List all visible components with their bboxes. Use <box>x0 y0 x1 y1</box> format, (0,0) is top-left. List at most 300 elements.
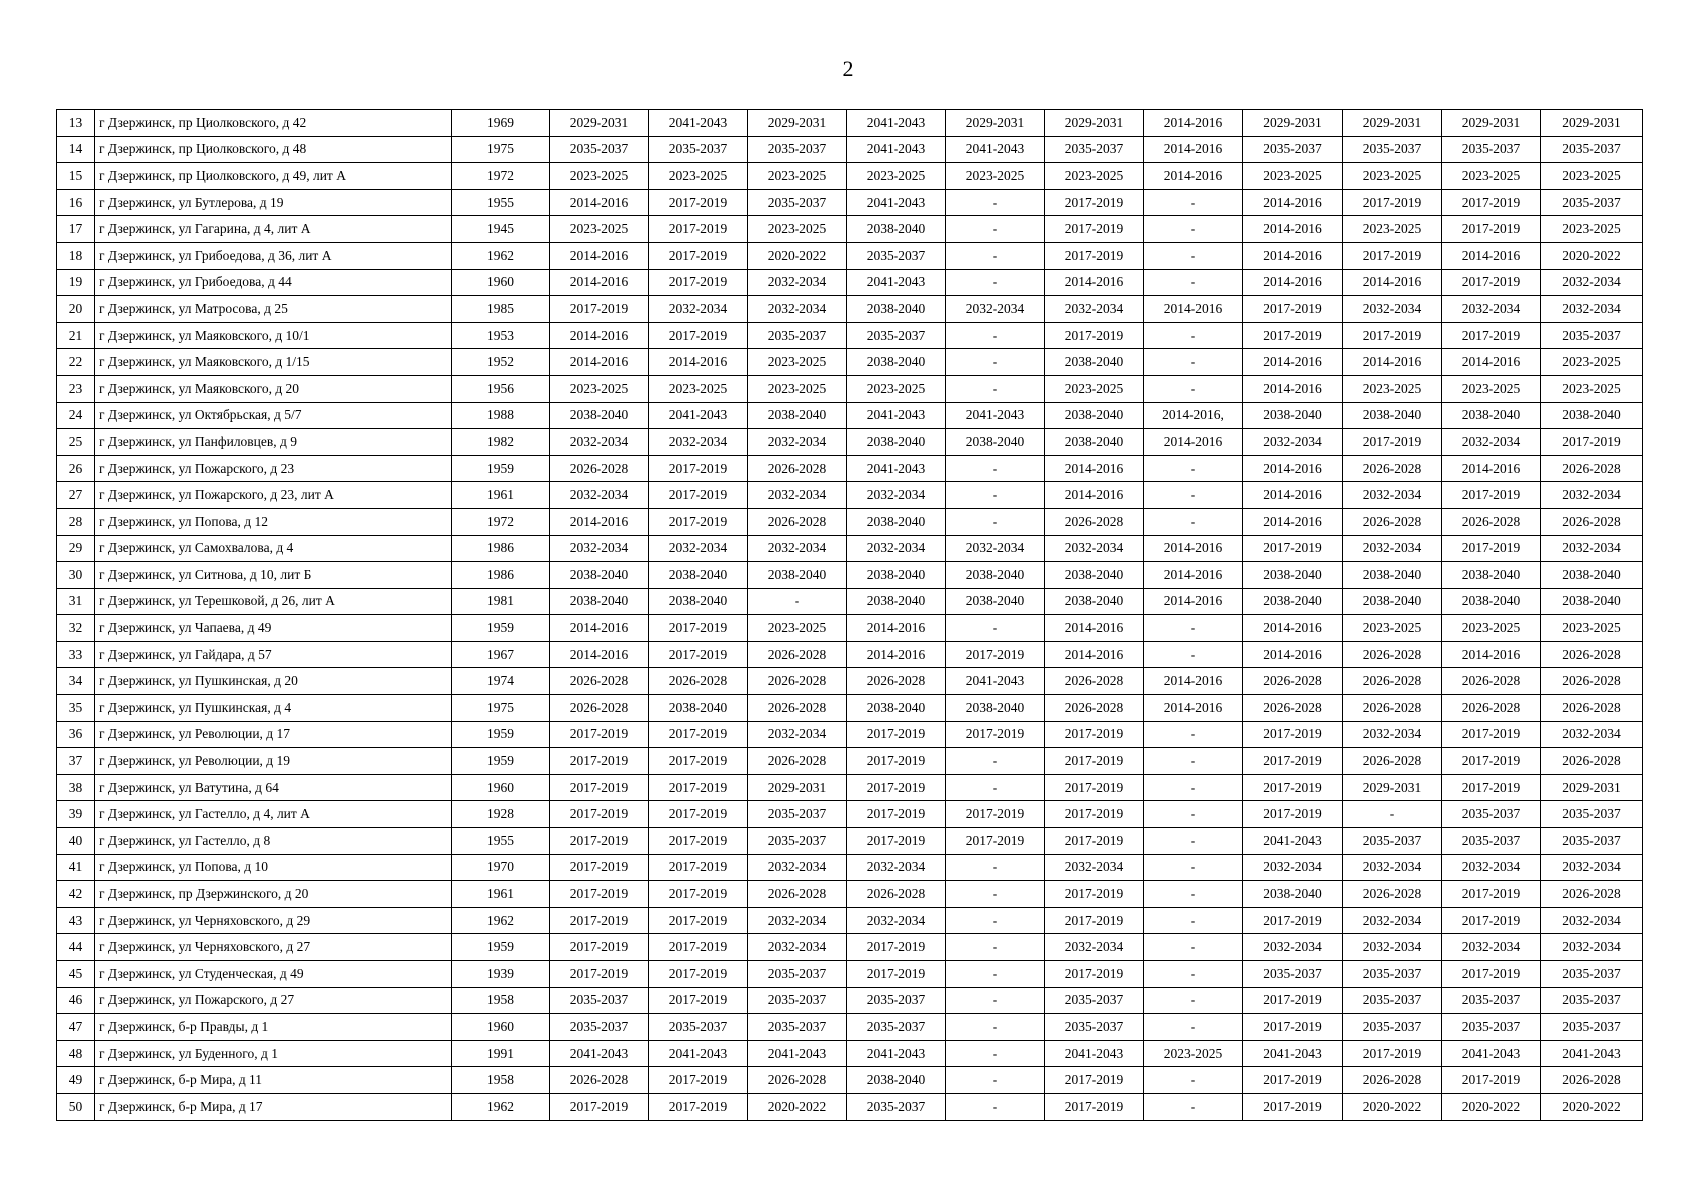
period-cell: 2014-2016, <box>1144 402 1243 429</box>
period-cell: - <box>946 961 1045 988</box>
period-cell: 2035-2037 <box>1442 801 1541 828</box>
period-cell: - <box>946 455 1045 482</box>
year-built-cell: 1945 <box>452 216 550 243</box>
period-cell: 2038-2040 <box>847 429 946 456</box>
table-row <box>57 189 1643 216</box>
period-cell: 2017-2019 <box>847 801 946 828</box>
row-number-cell: 47 <box>57 1014 95 1041</box>
period-cell: 2041-2043 <box>847 136 946 163</box>
period-cell: 2041-2043 <box>1243 1040 1343 1067</box>
period-cell: 2029-2031 <box>1045 110 1144 137</box>
year-built-cell: 1962 <box>452 242 550 269</box>
period-cell: 2017-2019 <box>1243 1067 1343 1094</box>
period-cell: 2017-2019 <box>1343 189 1442 216</box>
address-cell: г Дзержинск, ул Маяковского, д 1/15 <box>95 349 452 376</box>
period-cell: 2035-2037 <box>1243 961 1343 988</box>
period-cell: 2017-2019 <box>946 721 1045 748</box>
period-cell: - <box>946 748 1045 775</box>
period-cell: 2035-2037 <box>1541 322 1643 349</box>
period-cell: 2038-2040 <box>1442 402 1541 429</box>
period-cell: 2038-2040 <box>649 562 748 589</box>
table-body <box>57 110 1643 1121</box>
period-cell: 2041-2043 <box>1442 1040 1541 1067</box>
period-cell: 2017-2019 <box>1442 721 1541 748</box>
address-cell: г Дзержинск, ул Попова, д 10 <box>95 854 452 881</box>
period-cell: 2017-2019 <box>1442 774 1541 801</box>
period-cell: 2035-2037 <box>550 987 649 1014</box>
period-cell: - <box>946 881 1045 908</box>
period-cell: 2038-2040 <box>649 695 748 722</box>
address-cell: г Дзержинск, ул Черняховского, д 29 <box>95 907 452 934</box>
table-row <box>57 482 1643 509</box>
period-cell: 2032-2034 <box>1442 429 1541 456</box>
row-number-cell: 14 <box>57 136 95 163</box>
year-built-cell: 1982 <box>452 429 550 456</box>
period-cell: 2041-2043 <box>649 110 748 137</box>
period-cell: 2041-2043 <box>847 455 946 482</box>
period-cell: 2014-2016 <box>1243 482 1343 509</box>
period-cell: 2038-2040 <box>1541 562 1643 589</box>
period-cell: - <box>946 854 1045 881</box>
period-cell: 2035-2037 <box>847 242 946 269</box>
period-cell: 2023-2025 <box>1442 375 1541 402</box>
period-cell: 2017-2019 <box>1243 721 1343 748</box>
period-cell: 2026-2028 <box>748 508 847 535</box>
period-cell: 2038-2040 <box>550 402 649 429</box>
period-cell: 2023-2025 <box>748 375 847 402</box>
period-cell: 2035-2037 <box>550 1014 649 1041</box>
period-cell: 2038-2040 <box>1243 881 1343 908</box>
period-cell: 2017-2019 <box>847 721 946 748</box>
period-cell: 2032-2034 <box>748 854 847 881</box>
table-row <box>57 375 1643 402</box>
period-cell: 2014-2016 <box>1045 269 1144 296</box>
period-cell: 2029-2031 <box>1343 774 1442 801</box>
address-cell: г Дзержинск, ул Ситнова, д 10, лит Б <box>95 562 452 589</box>
address-cell: г Дзержинск, ул Революции, д 19 <box>95 748 452 775</box>
address-cell: г Дзержинск, ул Пожарского, д 23, лит А <box>95 482 452 509</box>
period-cell: - <box>1343 801 1442 828</box>
period-cell: 2038-2040 <box>550 588 649 615</box>
year-built-cell: 1960 <box>452 1014 550 1041</box>
period-cell: 2017-2019 <box>1045 322 1144 349</box>
period-cell: 2026-2028 <box>1343 881 1442 908</box>
table-row <box>57 429 1643 456</box>
period-cell: 2035-2037 <box>847 987 946 1014</box>
period-cell: 2017-2019 <box>1442 1067 1541 1094</box>
period-cell: 2017-2019 <box>946 828 1045 855</box>
period-cell: 2026-2028 <box>1243 668 1343 695</box>
period-cell: - <box>1144 1067 1243 1094</box>
period-cell: 2017-2019 <box>946 641 1045 668</box>
period-cell: 2023-2025 <box>649 375 748 402</box>
year-built-cell: 1956 <box>452 375 550 402</box>
period-cell: 2026-2028 <box>550 695 649 722</box>
table-row <box>57 322 1643 349</box>
period-cell: 2035-2037 <box>1343 961 1442 988</box>
period-cell: 2038-2040 <box>847 588 946 615</box>
period-cell: 2041-2043 <box>1541 1040 1643 1067</box>
period-cell: 2032-2034 <box>748 907 847 934</box>
period-cell: 2023-2025 <box>847 375 946 402</box>
period-cell: 2023-2025 <box>748 349 847 376</box>
period-cell: 2032-2034 <box>649 535 748 562</box>
period-cell: 2014-2016 <box>1243 269 1343 296</box>
period-cell: 2014-2016 <box>1442 242 1541 269</box>
year-built-cell: 1986 <box>452 562 550 589</box>
year-built-cell: 1959 <box>452 748 550 775</box>
period-cell: 2017-2019 <box>649 242 748 269</box>
row-number-cell: 28 <box>57 508 95 535</box>
period-cell: 2014-2016 <box>847 641 946 668</box>
period-cell: - <box>946 322 1045 349</box>
period-cell: 2035-2037 <box>748 828 847 855</box>
period-cell: - <box>748 588 847 615</box>
period-cell: 2023-2025 <box>1045 375 1144 402</box>
row-number-cell: 35 <box>57 695 95 722</box>
period-cell: 2017-2019 <box>1243 907 1343 934</box>
period-cell: 2041-2043 <box>946 402 1045 429</box>
period-cell: 2014-2016 <box>1144 110 1243 137</box>
period-cell: 2032-2034 <box>1243 854 1343 881</box>
period-cell: 2017-2019 <box>1442 269 1541 296</box>
row-number-cell: 48 <box>57 1040 95 1067</box>
period-cell: 2032-2034 <box>1045 535 1144 562</box>
period-cell: 2035-2037 <box>1442 1014 1541 1041</box>
table-row <box>57 828 1643 855</box>
period-cell: 2026-2028 <box>1541 881 1643 908</box>
period-cell: 2023-2025 <box>1343 615 1442 642</box>
period-cell: 2035-2037 <box>748 322 847 349</box>
table-row <box>57 242 1643 269</box>
period-cell: 2029-2031 <box>748 774 847 801</box>
period-cell: 2014-2016 <box>550 349 649 376</box>
period-cell: 2032-2034 <box>748 296 847 323</box>
period-cell: 2017-2019 <box>550 748 649 775</box>
table-row <box>57 854 1643 881</box>
period-cell: 2017-2019 <box>550 934 649 961</box>
period-cell: 2017-2019 <box>649 216 748 243</box>
period-cell: 2023-2025 <box>1541 163 1643 190</box>
period-cell: 2014-2016 <box>1144 562 1243 589</box>
address-cell: г Дзержинск, ул Грибоедова, д 44 <box>95 269 452 296</box>
period-cell: 2026-2028 <box>1442 695 1541 722</box>
table-row <box>57 508 1643 535</box>
period-cell: - <box>1144 641 1243 668</box>
period-cell: 2017-2019 <box>1541 429 1643 456</box>
period-cell: 2017-2019 <box>550 801 649 828</box>
period-cell: 2032-2034 <box>748 429 847 456</box>
period-cell: 2035-2037 <box>1343 136 1442 163</box>
address-cell: г Дзержинск, ул Студенческая, д 49 <box>95 961 452 988</box>
period-cell: 2017-2019 <box>1243 748 1343 775</box>
period-cell: 2017-2019 <box>649 1067 748 1094</box>
period-cell: 2017-2019 <box>649 189 748 216</box>
period-cell: 2026-2028 <box>649 668 748 695</box>
period-cell: 2017-2019 <box>649 269 748 296</box>
period-cell: 2026-2028 <box>1343 695 1442 722</box>
period-cell: 2035-2037 <box>1442 828 1541 855</box>
year-built-cell: 1955 <box>452 828 550 855</box>
period-cell: 2026-2028 <box>1442 668 1541 695</box>
period-cell: 2038-2040 <box>946 562 1045 589</box>
table-row <box>57 1014 1643 1041</box>
period-cell: 2017-2019 <box>1442 482 1541 509</box>
row-number-cell: 13 <box>57 110 95 137</box>
period-cell: 2017-2019 <box>1343 429 1442 456</box>
table-row <box>57 402 1643 429</box>
period-cell: 2035-2037 <box>1541 987 1643 1014</box>
period-cell: 2017-2019 <box>1442 961 1541 988</box>
period-cell: 2023-2025 <box>1442 615 1541 642</box>
period-cell: 2035-2037 <box>1541 1014 1643 1041</box>
period-cell: 2041-2043 <box>748 1040 847 1067</box>
period-cell: 2026-2028 <box>748 748 847 775</box>
period-cell: - <box>1144 881 1243 908</box>
period-cell: - <box>946 987 1045 1014</box>
period-cell: 2014-2016 <box>1243 216 1343 243</box>
period-cell: 2032-2034 <box>1541 721 1643 748</box>
row-number-cell: 19 <box>57 269 95 296</box>
period-cell: 2038-2040 <box>1045 349 1144 376</box>
table-row <box>57 907 1643 934</box>
period-cell: 2014-2016 <box>1144 535 1243 562</box>
period-cell: 2035-2037 <box>748 1014 847 1041</box>
period-cell: 2032-2034 <box>1541 269 1643 296</box>
period-cell: 2023-2025 <box>1343 163 1442 190</box>
period-cell: 2014-2016 <box>550 641 649 668</box>
row-number-cell: 17 <box>57 216 95 243</box>
period-cell: 2023-2025 <box>748 615 847 642</box>
table-row <box>57 163 1643 190</box>
period-cell: - <box>946 1014 1045 1041</box>
period-cell: 2014-2016 <box>1045 641 1144 668</box>
period-cell: 2020-2022 <box>1442 1093 1541 1120</box>
period-cell: 2017-2019 <box>946 801 1045 828</box>
period-cell: 2038-2040 <box>1541 588 1643 615</box>
period-cell: 2026-2028 <box>1541 668 1643 695</box>
period-cell: 2026-2028 <box>1343 1067 1442 1094</box>
period-cell: 2014-2016 <box>1243 508 1343 535</box>
row-number-cell: 30 <box>57 562 95 589</box>
table-row <box>57 110 1643 137</box>
period-cell: 2038-2040 <box>847 349 946 376</box>
period-cell: 2017-2019 <box>1045 907 1144 934</box>
period-cell: 2032-2034 <box>946 535 1045 562</box>
period-cell: - <box>1144 961 1243 988</box>
period-cell: 2041-2043 <box>1243 828 1343 855</box>
period-cell: 2026-2028 <box>1541 748 1643 775</box>
row-number-cell: 50 <box>57 1093 95 1120</box>
period-cell: 2014-2016 <box>1144 163 1243 190</box>
address-cell: г Дзержинск, ул Матросова, д 25 <box>95 296 452 323</box>
period-cell: 2017-2019 <box>1243 801 1343 828</box>
period-cell: 2017-2019 <box>550 721 649 748</box>
row-number-cell: 22 <box>57 349 95 376</box>
period-cell: 2014-2016 <box>1144 296 1243 323</box>
row-number-cell: 20 <box>57 296 95 323</box>
table-row <box>57 136 1643 163</box>
period-cell: 2035-2037 <box>1343 987 1442 1014</box>
period-cell: 2038-2040 <box>1343 588 1442 615</box>
year-built-cell: 1969 <box>452 110 550 137</box>
period-cell: 2017-2019 <box>550 854 649 881</box>
row-number-cell: 26 <box>57 455 95 482</box>
period-cell: 2017-2019 <box>649 508 748 535</box>
period-cell: 2017-2019 <box>649 907 748 934</box>
period-cell: - <box>1144 1014 1243 1041</box>
period-cell: - <box>1144 189 1243 216</box>
table-row <box>57 269 1643 296</box>
period-cell: 2017-2019 <box>550 907 649 934</box>
period-cell: - <box>1144 615 1243 642</box>
period-cell: 2026-2028 <box>1045 508 1144 535</box>
period-cell: 2035-2037 <box>1541 961 1643 988</box>
period-cell: 2014-2016 <box>1243 189 1343 216</box>
period-cell: 2038-2040 <box>1045 429 1144 456</box>
table-row <box>57 216 1643 243</box>
period-cell: 2032-2034 <box>1243 934 1343 961</box>
period-cell: 2023-2025 <box>1541 349 1643 376</box>
period-cell: - <box>946 189 1045 216</box>
period-cell: 2026-2028 <box>748 641 847 668</box>
period-cell: 2026-2028 <box>847 668 946 695</box>
period-cell: 2032-2034 <box>1343 907 1442 934</box>
period-cell: 2035-2037 <box>1243 136 1343 163</box>
page-number: 2 <box>842 56 854 81</box>
period-cell: 2023-2025 <box>1243 163 1343 190</box>
period-cell: 2032-2034 <box>1343 721 1442 748</box>
period-cell: 2038-2040 <box>550 562 649 589</box>
row-number-cell: 32 <box>57 615 95 642</box>
period-cell: 2026-2028 <box>1541 508 1643 535</box>
period-cell: 2035-2037 <box>1541 136 1643 163</box>
period-cell: 2017-2019 <box>1442 907 1541 934</box>
address-cell: г Дзержинск, б-р Мира, д 11 <box>95 1067 452 1094</box>
period-cell: - <box>946 1040 1045 1067</box>
period-cell: 2032-2034 <box>748 482 847 509</box>
period-cell: 2041-2043 <box>1045 1040 1144 1067</box>
period-cell: 2017-2019 <box>649 801 748 828</box>
period-cell: 2032-2034 <box>946 296 1045 323</box>
period-cell: 2017-2019 <box>649 455 748 482</box>
period-cell: 2035-2037 <box>748 801 847 828</box>
address-cell: г Дзержинск, б-р Правды, д 1 <box>95 1014 452 1041</box>
period-cell: 2017-2019 <box>649 934 748 961</box>
period-cell: 2017-2019 <box>649 961 748 988</box>
row-number-cell: 44 <box>57 934 95 961</box>
period-cell: 2041-2043 <box>649 1040 748 1067</box>
year-built-cell: 1959 <box>452 934 550 961</box>
period-cell: 2035-2037 <box>748 136 847 163</box>
period-cell: 2017-2019 <box>649 322 748 349</box>
period-cell: - <box>946 615 1045 642</box>
period-cell: 2017-2019 <box>649 1093 748 1120</box>
period-cell: 2023-2025 <box>1343 375 1442 402</box>
period-cell: 2032-2034 <box>1541 482 1643 509</box>
year-built-cell: 1959 <box>452 615 550 642</box>
table-row <box>57 934 1643 961</box>
period-cell: 2041-2043 <box>550 1040 649 1067</box>
period-cell: 2014-2016 <box>1442 349 1541 376</box>
address-cell: г Дзержинск, ул Панфиловцев, д 9 <box>95 429 452 456</box>
period-cell: 2026-2028 <box>748 1067 847 1094</box>
period-cell: 2023-2025 <box>1541 375 1643 402</box>
period-cell: 2032-2034 <box>1343 934 1442 961</box>
period-cell: 2017-2019 <box>649 854 748 881</box>
period-cell: 2032-2034 <box>649 296 748 323</box>
period-cell: 2014-2016 <box>550 508 649 535</box>
period-cell: 2035-2037 <box>1541 828 1643 855</box>
period-cell: 2014-2016 <box>1045 455 1144 482</box>
period-cell: 2017-2019 <box>1045 748 1144 775</box>
period-cell: 2023-2025 <box>1045 163 1144 190</box>
period-cell: 2038-2040 <box>1243 588 1343 615</box>
address-cell: г Дзержинск, пр Циолковского, д 42 <box>95 110 452 137</box>
period-cell: 2032-2034 <box>847 907 946 934</box>
row-number-cell: 40 <box>57 828 95 855</box>
period-cell: 2017-2019 <box>1045 242 1144 269</box>
period-cell: 2029-2031 <box>1442 110 1541 137</box>
period-cell: 2041-2043 <box>847 110 946 137</box>
year-built-cell: 1991 <box>452 1040 550 1067</box>
period-cell: 2017-2019 <box>649 641 748 668</box>
period-cell: 2026-2028 <box>748 881 847 908</box>
period-cell: 2038-2040 <box>946 429 1045 456</box>
period-cell: 2038-2040 <box>847 216 946 243</box>
period-cell: 2014-2016 <box>550 189 649 216</box>
period-cell: 2017-2019 <box>1343 242 1442 269</box>
period-cell: - <box>946 242 1045 269</box>
period-cell: 2032-2034 <box>1442 854 1541 881</box>
year-built-cell: 1985 <box>452 296 550 323</box>
table-row <box>57 296 1643 323</box>
row-number-cell: 31 <box>57 588 95 615</box>
table-row <box>57 535 1643 562</box>
period-cell: - <box>1144 349 1243 376</box>
period-cell: 2032-2034 <box>847 482 946 509</box>
period-cell: 2035-2037 <box>550 136 649 163</box>
period-cell: 2014-2016 <box>1144 136 1243 163</box>
row-number-cell: 39 <box>57 801 95 828</box>
period-cell: 2026-2028 <box>550 1067 649 1094</box>
period-cell: 2026-2028 <box>748 455 847 482</box>
period-cell: 2035-2037 <box>649 136 748 163</box>
table-row <box>57 1040 1643 1067</box>
period-cell: 2017-2019 <box>847 828 946 855</box>
period-cell: - <box>1144 748 1243 775</box>
period-cell: 2017-2019 <box>1243 1093 1343 1120</box>
period-cell: 2026-2028 <box>550 455 649 482</box>
period-cell: - <box>946 375 1045 402</box>
period-cell: 2014-2016 <box>1045 615 1144 642</box>
row-number-cell: 29 <box>57 535 95 562</box>
row-number-cell: 43 <box>57 907 95 934</box>
period-cell: - <box>946 1067 1045 1094</box>
period-cell: 2038-2040 <box>1343 562 1442 589</box>
period-cell: 2026-2028 <box>1343 508 1442 535</box>
period-cell: 2032-2034 <box>1541 934 1643 961</box>
period-cell: 2017-2019 <box>1243 296 1343 323</box>
row-number-cell: 27 <box>57 482 95 509</box>
period-cell: 2032-2034 <box>748 269 847 296</box>
year-built-cell: 1962 <box>452 1093 550 1120</box>
period-cell: 2014-2016 <box>1144 668 1243 695</box>
year-built-cell: 1975 <box>452 695 550 722</box>
period-cell: 2026-2028 <box>1343 455 1442 482</box>
period-cell: 2038-2040 <box>1045 562 1144 589</box>
period-cell: - <box>1144 216 1243 243</box>
